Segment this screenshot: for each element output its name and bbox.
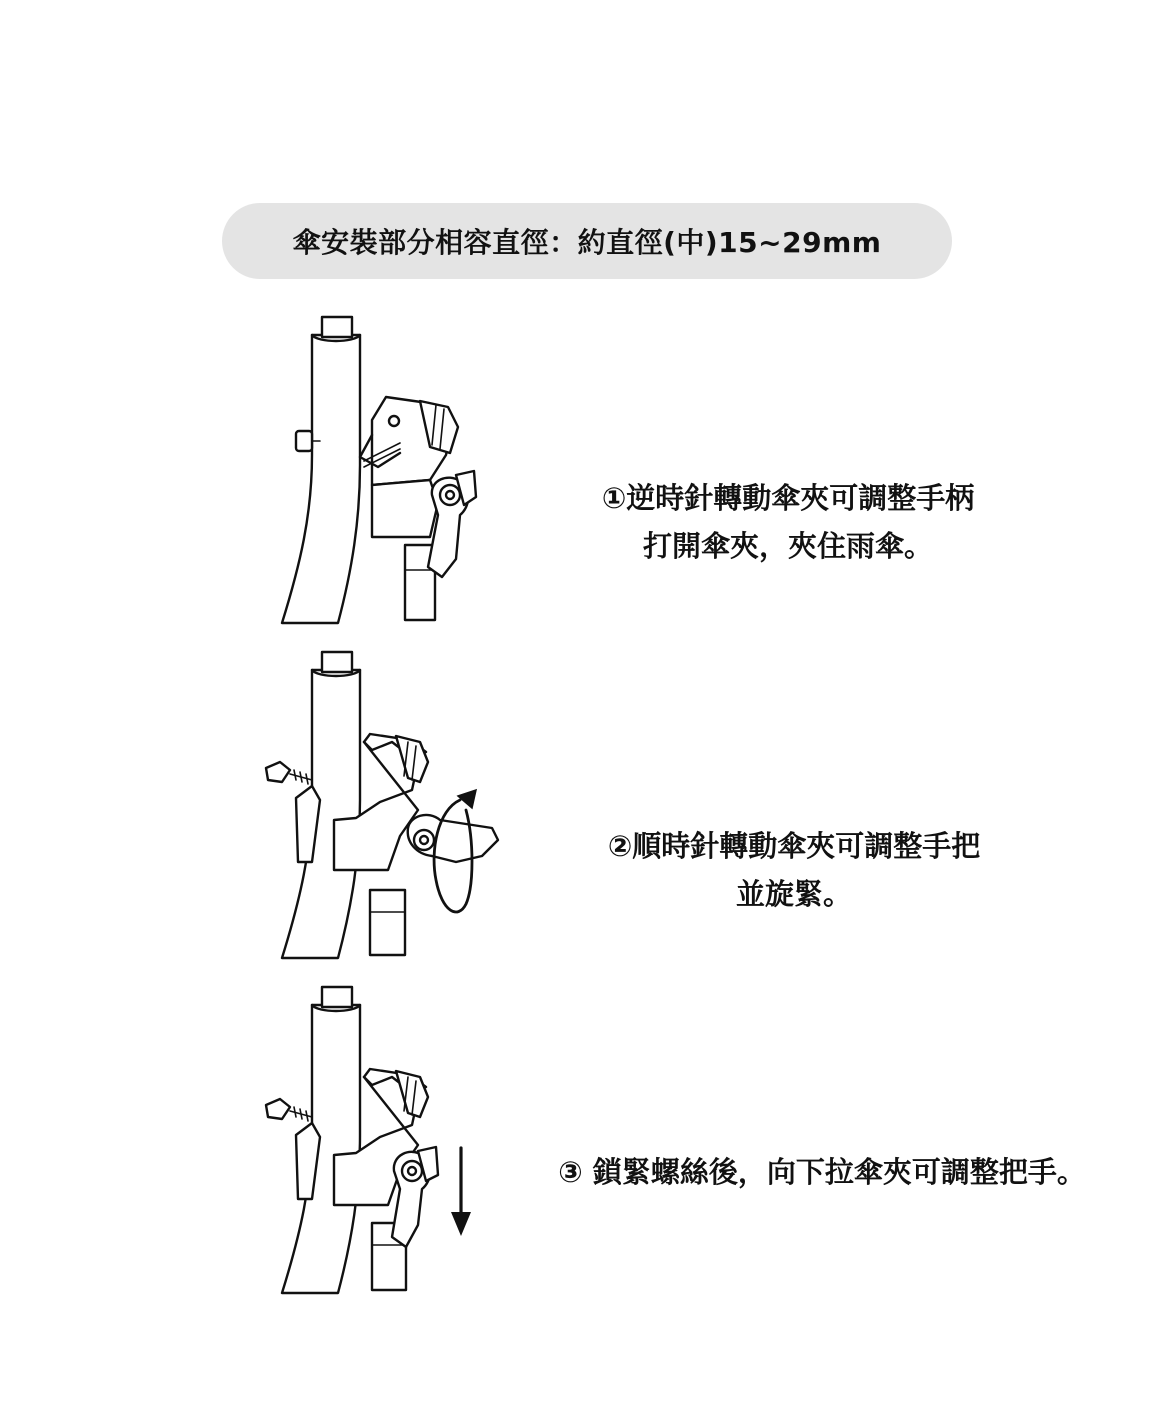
step-3-line-1: ③ 鎖緊螺絲後，向下拉傘夾可調整把手。 bbox=[558, 1155, 1086, 1189]
clamp-pull-down-drawing bbox=[260, 985, 520, 1295]
step-1-line-1: ①逆時針轉動傘夾可調整手柄 bbox=[601, 481, 975, 515]
spec-banner bbox=[222, 203, 952, 279]
clamp-rotate-drawing bbox=[260, 650, 520, 960]
step-3-text bbox=[526, 1148, 1118, 1196]
clamp-open-illustration bbox=[260, 315, 520, 625]
spec-text: 傘安裝部分相容直徑：約直徑(中)15~29mm bbox=[292, 226, 882, 259]
step-2-line-2: 並旋緊。 bbox=[735, 877, 852, 911]
clamp-open-drawing bbox=[260, 315, 520, 625]
arrow-down-icon bbox=[446, 1146, 476, 1238]
step-1-line-2: 打開傘夾，夾住雨傘。 bbox=[642, 529, 933, 563]
step-2-line-1: ②順時針轉動傘夾可調整手把 bbox=[607, 829, 981, 863]
clamp-rotate-illustration bbox=[260, 650, 520, 960]
clamp-pull-down-illustration bbox=[260, 985, 520, 1295]
step-1-text bbox=[558, 474, 1018, 570]
step-2-text bbox=[566, 822, 1022, 918]
